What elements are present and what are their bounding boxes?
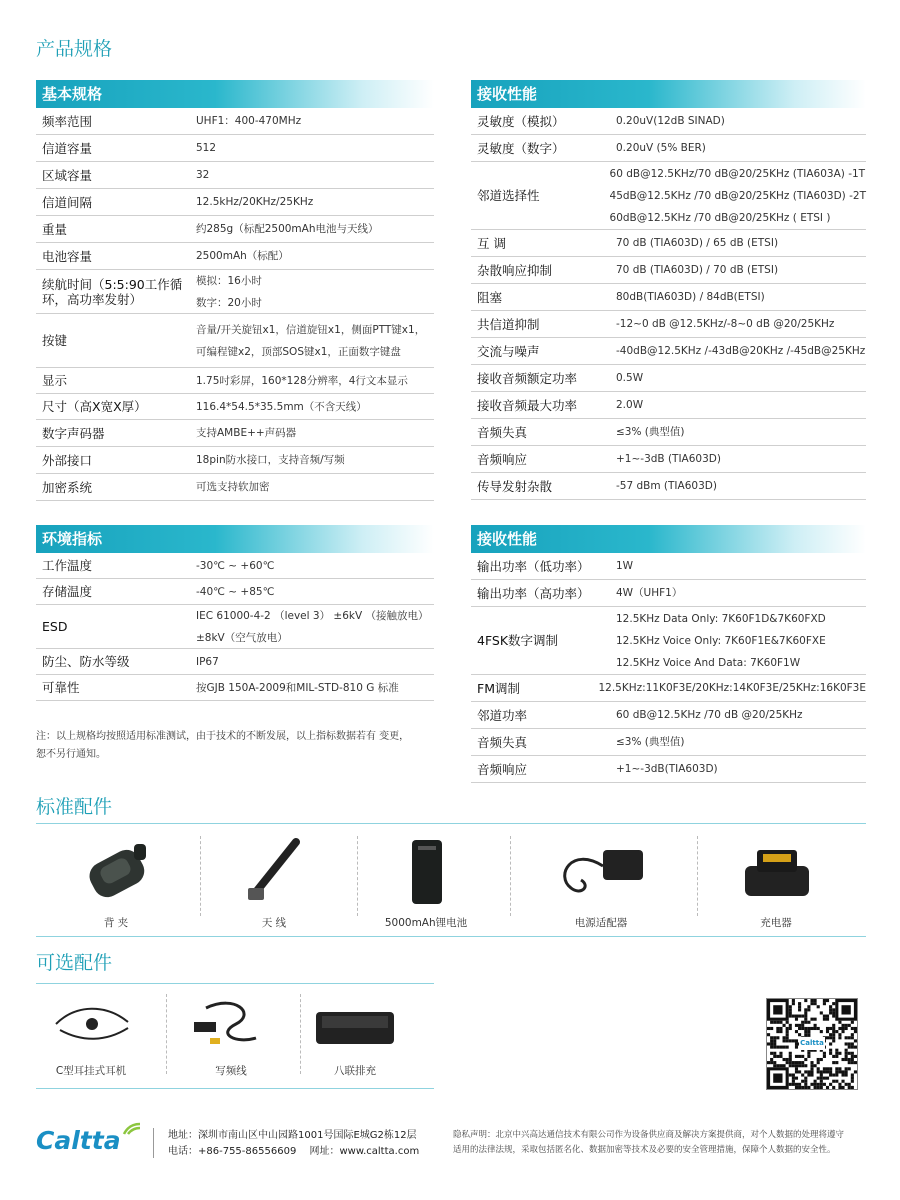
spec-value-line: +1~-3dB(TIA603D) xyxy=(616,763,718,775)
divider xyxy=(36,983,434,984)
spec-label: 灵敏度（数字） xyxy=(477,140,565,156)
spec-row xyxy=(471,338,866,365)
spec-value-line: 约285g（标配2500mAh电池与天线） xyxy=(196,223,379,235)
spec-label: 传导发射杂散 xyxy=(477,478,553,494)
footer-spacer xyxy=(0,1106,900,1107)
spec-value-line: 512 xyxy=(196,142,217,154)
privacy-statement: 隐私声明：北京中兴高达通信技术有限公司作为设备供应商及解决方案提供商，对个人数据的处理将遵守 适用的法律法规，采取包括匿名化、数据加密等技术及必要的安全管理措施，保障个人数据的安全性。 xyxy=(453,1130,845,1155)
spec-value xyxy=(196,218,434,240)
spec-value-line: 可编程键x2，顶部SOS键x1，正面数字键盘 xyxy=(196,345,401,358)
spec-label: 输出功率（低功率） xyxy=(477,558,590,574)
spec-value xyxy=(196,581,434,603)
spec-row xyxy=(36,579,434,605)
spec-row xyxy=(471,230,866,257)
spec-value-line: 1W xyxy=(616,560,634,572)
spec-value xyxy=(610,163,866,229)
spec-row xyxy=(471,284,866,311)
spec-value xyxy=(196,137,434,159)
spec-value xyxy=(616,232,866,254)
accessory-antenna: 天 线 xyxy=(224,836,324,930)
spec-value-line: -40℃ ~ +85℃ xyxy=(196,585,275,598)
spec-row xyxy=(471,446,866,473)
spec-row xyxy=(36,135,434,162)
spec-value-line: 60 dB@12.5KHz/70 dB@20/25KHz (TIA603A) -1T xyxy=(609,167,866,180)
spec-row xyxy=(36,553,434,579)
page-title: 产品规格 xyxy=(36,38,113,60)
spec-row xyxy=(36,243,434,270)
spec-label: 接收音频最大功率 xyxy=(477,397,578,413)
phone-website: 电话：+86-755-86556609 网址：www.caltta.com xyxy=(168,1146,420,1157)
spec-row xyxy=(36,162,434,189)
spec-row xyxy=(471,580,866,607)
spec-label: 频率范围 xyxy=(42,113,93,129)
recv-header: 接收性能 xyxy=(471,80,866,108)
spec-row xyxy=(36,420,434,447)
spec-value-line: 2.0W xyxy=(616,399,644,411)
spec-value xyxy=(196,449,434,471)
spec-value-line: ±8kV（空气放电） xyxy=(196,631,288,644)
accessory-belt-clip: 背 夹 xyxy=(66,836,166,930)
spec-row xyxy=(36,314,434,368)
spec-value xyxy=(196,651,434,673)
spec-value-line: IEC 61000-4-2 （level 3） ±6kV （接触放电） xyxy=(196,609,429,622)
multi-charger-image xyxy=(310,994,400,1054)
std-accessories-title: 标准配件 xyxy=(36,796,113,818)
spec-value-line: 12.5kHz/20KHz/25KHz xyxy=(196,196,314,208)
spec-value xyxy=(196,319,434,363)
spec-value xyxy=(616,286,866,308)
spec-value-line: 80dB(TIA603D) / 84dB(ETSI) xyxy=(616,291,765,303)
spec-value-line: 0.20uV(12dB SINAD) xyxy=(616,115,725,127)
basic-header: 基本规格 xyxy=(36,80,434,108)
spec-value xyxy=(196,191,434,213)
spec-value-line: ≤3% (典型值) xyxy=(616,736,685,748)
accessory-earpiece: C型耳挂式耳机 xyxy=(36,994,146,1078)
environment-spec-table xyxy=(36,525,434,701)
spec-label: 显示 xyxy=(42,373,68,388)
spec-value xyxy=(196,110,434,132)
spec-label: 电池容量 xyxy=(42,248,93,264)
spec-value xyxy=(616,259,866,281)
programming-cable-image xyxy=(186,994,276,1054)
brand-logo: Caltta xyxy=(36,1126,121,1155)
spec-row xyxy=(471,311,866,338)
spec-value-line: -40dB@12.5KHz /-43dB@20KHz /-45dB@25KHz xyxy=(616,345,866,357)
dash-sep xyxy=(697,836,698,916)
spec-value xyxy=(196,422,434,444)
spec-value-line: -30℃ ~ +60℃ xyxy=(196,559,275,572)
spec-value xyxy=(616,448,866,470)
spec-label: 邻道功率 xyxy=(477,707,528,723)
spec-row xyxy=(471,702,866,729)
spec-value xyxy=(616,758,866,780)
spec-label: 区域容量 xyxy=(42,167,93,183)
belt-clip-image xyxy=(76,836,156,906)
spec-value-line: 按GJB 150A-2009和MIL-STD-810 G 标准 xyxy=(196,681,399,694)
spec-row xyxy=(471,756,866,783)
charger-image xyxy=(731,836,821,906)
spec-value-line: 音量/开关旋钮x1，信道旋钮x1，侧面PTT键x1， xyxy=(196,323,426,336)
spec-value-line: 18pin防水接口，支持音频/写频 xyxy=(196,454,345,466)
spec-value xyxy=(196,370,434,392)
spec-value-line: 116.4*54.5*35.5mm（不含天线） xyxy=(196,400,367,413)
spec-value-line: 0.20uV (5% BER) xyxy=(616,142,706,154)
spec-value-line: 12.5KHz:11K0F3E/20KHz:14K0F3E/25KHz:16K0F3E xyxy=(598,682,866,694)
spec-value-line: 模拟：16小时 xyxy=(196,274,262,287)
spec-value-line: 12.5KHz Voice And Data: 7K60F1W xyxy=(616,656,801,669)
spec-label: 输出功率（高功率） xyxy=(477,585,590,601)
spec-value xyxy=(616,555,866,577)
spec-label: 外部接口 xyxy=(42,452,93,468)
spec-value-line: 2500mAh（标配） xyxy=(196,250,289,262)
spec-row xyxy=(471,108,866,135)
spec-value xyxy=(196,555,434,577)
spec-label: 信道容量 xyxy=(42,140,93,156)
spec-label: 共信道抑制 xyxy=(477,316,540,332)
spec-label: 接收音频额定功率 xyxy=(477,370,578,386)
spec-value-line: 70 dB (TIA603D) / 65 dB (ETSI) xyxy=(616,237,779,249)
spec-row xyxy=(36,189,434,216)
spec-row xyxy=(471,473,866,500)
spec-label: 存储温度 xyxy=(42,584,93,599)
accessory-multi-charger: 八联排充 xyxy=(300,994,410,1078)
spec-row xyxy=(36,108,434,135)
spec-row xyxy=(471,365,866,392)
spec-label: 音频响应 xyxy=(477,761,528,777)
spec-row xyxy=(36,474,434,501)
spec-value xyxy=(196,270,434,314)
dash-sep xyxy=(166,994,167,1074)
divider xyxy=(36,1088,434,1089)
spec-value-line: 70 dB (TIA603D) / 70 dB (ETSI) xyxy=(616,264,779,276)
spec-value-line: 数字：20小时 xyxy=(196,296,262,309)
spec-value-line: -57 dBm (TIA603D) xyxy=(616,480,717,492)
spec-row xyxy=(471,135,866,162)
battery-image xyxy=(386,836,466,906)
spec-value-line: 32 xyxy=(196,169,210,181)
spec-value xyxy=(196,476,434,498)
spec-value-line: -12~0 dB @12.5KHz/-8~0 dB @20/25KHz xyxy=(616,318,835,330)
spec-value xyxy=(616,475,866,497)
dash-sep xyxy=(510,836,511,916)
spec-label: 灵敏度（模拟） xyxy=(477,113,565,129)
spec-value xyxy=(616,421,866,443)
basic-spec-table xyxy=(36,80,434,501)
spec-label: 音频响应 xyxy=(477,451,528,467)
spec-row xyxy=(471,392,866,419)
spec-value-line: 可选支持软加密 xyxy=(196,481,270,493)
spec-label: 尺寸（高X宽X厚） xyxy=(42,399,147,414)
spec-value-line: 支持AMBE++声码器 xyxy=(196,427,297,439)
spec-value xyxy=(616,582,866,604)
spec-row xyxy=(471,162,866,230)
spec-label: 音频失真 xyxy=(477,424,528,440)
spec-value-line: 12.5KHz Data Only: 7K60F1D&7K60FXD xyxy=(616,612,826,625)
spec-note: 注：以上规格均按照适用标准测试，由于技术的不断发展，以上指标数据若有 变更， 恕不另行通知。 xyxy=(36,731,410,760)
footer-divider xyxy=(153,1128,154,1158)
env-header: 环境指标 xyxy=(36,525,434,553)
accessory-power-adapter: 电源适配器 xyxy=(546,836,656,930)
address: 地址：深圳市南山区中山园路1001号国际E城G2栋12层 xyxy=(168,1130,417,1141)
spec-value xyxy=(616,608,866,674)
spec-value-line: ≤3% (典型值) xyxy=(616,426,685,438)
spec-value xyxy=(616,313,866,335)
spec-value-line: 45dB@12.5KHz /70 dB@20/25KHz (TIA603D) -2T xyxy=(609,189,866,202)
spec-label: 加密系统 xyxy=(42,479,93,495)
spec-value-line: IP67 xyxy=(196,655,219,668)
spec-value xyxy=(616,704,866,726)
spec-value-line: +1~-3dB (TIA603D) xyxy=(616,453,721,465)
spec-row xyxy=(36,368,434,394)
spec-row xyxy=(36,216,434,243)
spec-label: 交流与噪声 xyxy=(477,343,540,359)
qr-code xyxy=(766,998,858,1090)
spec-label: 可靠性 xyxy=(42,680,80,695)
antenna-image xyxy=(234,836,314,906)
qr-brand-label: Caltta xyxy=(799,1037,825,1050)
spec-value-line: 1.75吋彩屏，160*128分辨率，4行文本显示 xyxy=(196,374,408,387)
spec-row xyxy=(471,675,866,702)
spec-label: 4FSK数字调制 xyxy=(477,633,559,648)
spec-value xyxy=(196,677,434,699)
spec-value-line: 60 dB@12.5KHz /70 dB @20/25KHz xyxy=(616,709,803,721)
accessory-programming-cable: 写频线 xyxy=(176,994,286,1078)
spec-value-line: 0.5W xyxy=(616,372,644,384)
spec-label: ESD xyxy=(42,619,68,634)
spec-value xyxy=(616,340,866,362)
spec-label: 防尘、防水等级 xyxy=(42,654,130,669)
spec-row xyxy=(471,553,866,580)
spec-value xyxy=(616,110,866,132)
spec-row xyxy=(471,607,866,675)
wave-icon xyxy=(122,1122,142,1136)
spec-label: 按键 xyxy=(42,333,68,348)
spec-label: 阻塞 xyxy=(477,289,503,305)
spec-label: 杂散响应抑制 xyxy=(477,262,553,278)
opt-accessories-title: 可选配件 xyxy=(36,952,113,974)
divider xyxy=(36,823,866,824)
spec-row xyxy=(36,270,434,314)
accessory-battery: 5000mAh锂电池 xyxy=(376,836,476,930)
spec-value xyxy=(616,137,866,159)
spec-label: 重量 xyxy=(42,221,68,237)
spec-value-line: 4W（UHF1） xyxy=(616,587,683,599)
spec-row xyxy=(471,729,866,756)
dash-sep xyxy=(200,836,201,916)
transmit-spec-table xyxy=(471,525,866,783)
spec-value xyxy=(616,394,866,416)
spec-label: 信道间隔 xyxy=(42,194,93,210)
spec-label: 互 调 xyxy=(477,235,506,251)
receive-spec-table xyxy=(471,80,866,500)
spec-row xyxy=(471,257,866,284)
spec-value xyxy=(196,245,434,267)
earpiece-image xyxy=(46,994,136,1054)
spec-label: 续航时间（5:5:90工作循环，高功率发射） xyxy=(42,276,183,307)
spec-row xyxy=(36,394,434,420)
spec-value-line: UHF1：400-470MHz xyxy=(196,115,302,127)
spec-label: 数字声码器 xyxy=(42,425,105,441)
spec-row xyxy=(471,419,866,446)
spec-value-line: 60dB@12.5KHz /70 dB@20/25KHz ( ETSI ) xyxy=(609,211,831,224)
spec-value xyxy=(196,396,434,418)
spec-label: 工作温度 xyxy=(42,558,93,573)
spec-value xyxy=(616,731,866,753)
spec-value xyxy=(616,367,866,389)
spec-row xyxy=(36,675,434,701)
spec-value-line: 12.5KHz Voice Only: 7K60F1E&7K60FXE xyxy=(616,634,826,647)
spec-value xyxy=(598,677,866,699)
contact-info xyxy=(168,1128,419,1160)
spec-row xyxy=(36,447,434,474)
spec-row xyxy=(36,605,434,649)
trans-header: 接收性能 xyxy=(471,525,866,553)
spec-label: 邻道选择性 xyxy=(477,188,540,203)
spec-label: FM调制 xyxy=(477,680,520,696)
divider xyxy=(36,936,866,937)
power-adapter-image xyxy=(551,836,651,906)
spec-label: 音频失真 xyxy=(477,734,528,750)
spec-row xyxy=(36,649,434,675)
spec-value xyxy=(196,164,434,186)
spec-value xyxy=(196,605,434,649)
dash-sep xyxy=(357,836,358,916)
accessory-charger: 充电器 xyxy=(726,836,826,930)
